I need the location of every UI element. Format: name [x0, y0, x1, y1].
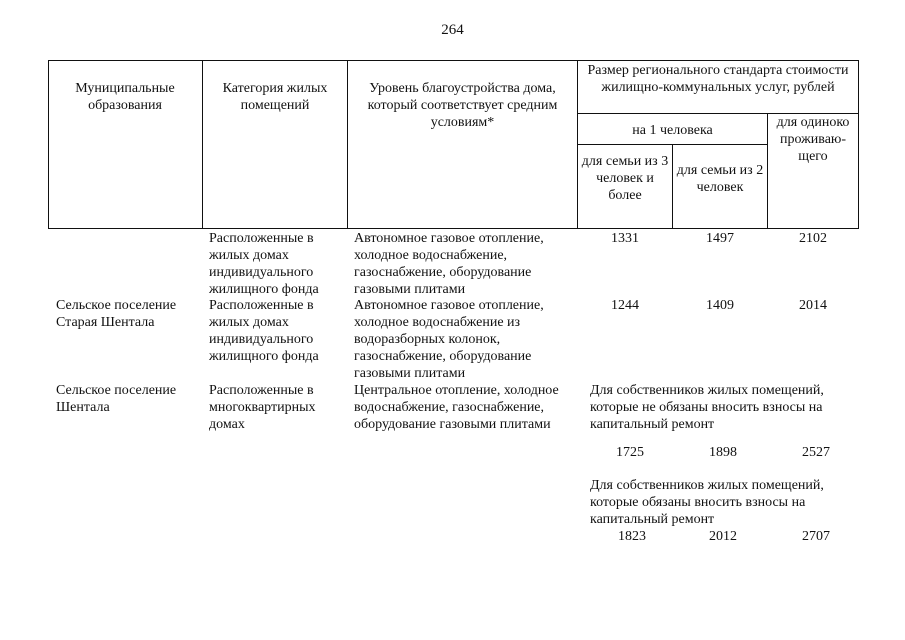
- row1-level: Автономное газовое отопление, холодное водоснабжение, газоснабжение, оборудование газовыми плитами: [354, 231, 544, 297]
- header-standard: Размер регионального стандарта стоимости жилищно-коммунальных услуг, рублей: [587, 63, 849, 95]
- row1-category: Расположенные в жилых домах индивидуального жилищного фонда: [209, 231, 319, 297]
- row3-a-value-family2: 1898: [709, 445, 737, 460]
- row1-value-family3: 1331: [611, 231, 639, 246]
- row2-category: Расположенные в жилых домах индивидуального жилищного фонда: [209, 298, 319, 364]
- row1-value-single: 2102: [799, 231, 827, 246]
- row3-b-value-family3: 1823: [618, 529, 646, 544]
- row1-value-family2: 1497: [706, 231, 734, 246]
- row3-level: Центральное отопление, холодное водоснабжение, газоснабжение, оборудование газовыми плитами: [354, 383, 559, 432]
- row3-category: Расположенные в многоквартирных домах: [209, 383, 316, 432]
- header-category: Категория жилых помещений: [222, 81, 328, 113]
- page-number: 264: [441, 22, 464, 38]
- row2-value-family2: 1409: [706, 298, 734, 313]
- row2-level: Автономное газовое отопление, холодное водоснабжение из водоразборных колонок, газоснабжение, оборудование газовыми плитами: [354, 298, 544, 381]
- row3-b-value-family2: 2012: [709, 529, 737, 544]
- row2-value-family3: 1244: [611, 298, 639, 313]
- row2-value-single: 2014: [799, 298, 827, 313]
- row3-a-value-single: 2527: [802, 445, 830, 460]
- header-family2: для семьи из 2 человек: [676, 163, 764, 195]
- header-per-person: на 1 человека: [632, 123, 713, 138]
- row3-a-value-family3: 1725: [616, 445, 644, 460]
- row3-municipality: Сельское поселение Шентала: [56, 383, 177, 415]
- header-single: для одиноко проживаю-щего: [776, 115, 850, 164]
- row2-municipality: Сельское поселение Старая Шентала: [56, 298, 177, 330]
- header-family3: для семьи из 3 человек и более: [581, 154, 669, 203]
- row3-b-value-single: 2707: [802, 529, 830, 544]
- header-municipality: Муниципальные образования: [75, 81, 175, 113]
- row3-note-capital-repair: Для собственников жилых помещений, которые обязаны вносить взносы на капитальный ремонт: [590, 478, 824, 527]
- header-level: Уровень благоустройства дома, который соответствует средним условиям*: [367, 81, 558, 130]
- row3-note-no-capital-repair: Для собственников жилых помещений, которые не обязаны вносить взносы на капитальный ремонт: [590, 383, 824, 432]
